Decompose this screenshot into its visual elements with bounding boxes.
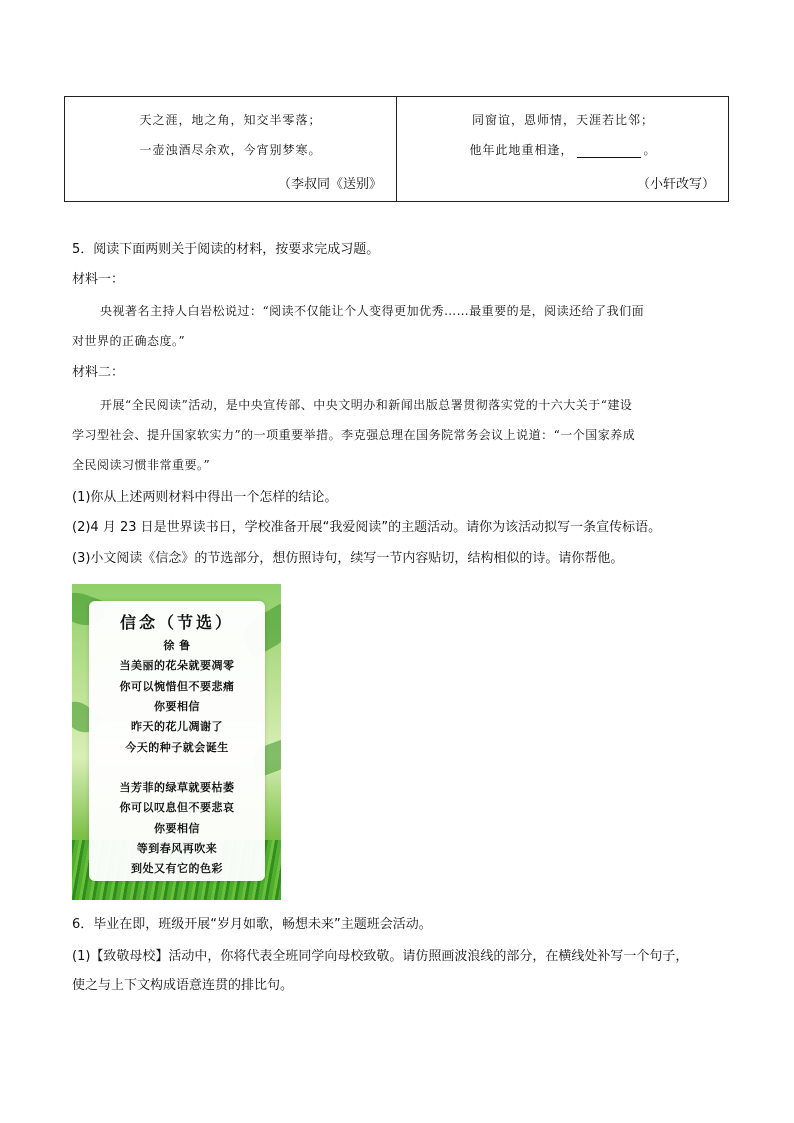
- songbie-source: （李叔同《送别》: [277, 177, 382, 192]
- q5-intro: 5．阅读下面两则关于阅读的材料，按要求完成习题。: [72, 242, 380, 257]
- q6-intro: 6．毕业在即，班级开展“岁月如歌，畅想未来”主题班会活动。: [72, 917, 432, 932]
- songbie-line-1: 天之涯，地之角，知交半零落；: [139, 113, 322, 127]
- poem-title: 信念（节选）: [119, 613, 234, 632]
- poem-card-image: [72, 584, 281, 900]
- poem-comparison-table: [64, 96, 729, 202]
- q5-sub-question-1: (1)你从上述两则材料中得出一个怎样的结论。: [72, 490, 338, 505]
- adapted-line-2: [397, 141, 729, 158]
- q5-material-2-line-1: 开展“全民阅读”活动，是中央宣传部、中央文明办和新闻出版总署贯彻落实党的十六大关于“建设: [100, 398, 633, 412]
- q5-material-1-label: 材料一：: [72, 272, 125, 287]
- poem-line: 你要相信: [154, 700, 200, 713]
- q6-sub-question-1-line-1: (1)【致敬母校】活动中，你将代表全班同学向母校致敬。请仿照画波浪线的部分，在横线处补写一个句子，: [72, 949, 689, 964]
- poem-line: 当美丽的花朵就要凋零: [119, 659, 235, 672]
- poem-line: 今天的种子就会诞生: [125, 741, 229, 754]
- adapted-line-2-text: 他年此地重相逢，: [469, 143, 574, 157]
- adapted-line-2-end: 。: [643, 143, 657, 157]
- q5-material-2-line-2: 学习型社会、提升国家软实力”的一项重要举措。李克强总理在国务院常务会议上说道：“一个国家养成: [72, 428, 636, 442]
- q5-sub-question-2: (2)4 月 23 日是世界读书日，学校准备开展“我爱阅读”的主题活动。请你为该活动拟写一条宣传标语。: [72, 520, 662, 535]
- poem-line: 昨天的花儿凋谢了: [131, 720, 223, 733]
- poem-cell-adapted: [397, 97, 729, 201]
- poem-author: 徐 鲁: [163, 639, 191, 652]
- q5-material-2-label: 材料二：: [72, 365, 125, 380]
- poem-line: 到处又有它的色彩: [131, 862, 223, 875]
- adapted-line-1: 同窗谊，恩师情，天涯若比邻；: [471, 113, 654, 127]
- poem-line: 等到春风再吹来: [136, 842, 218, 855]
- fill-in-blank[interactable]: [577, 145, 641, 158]
- q5-material-1-line-1: 央视著名主持人白岩松说过：“阅读不仅能让个人变得更加优秀……最重要的是，阅读还给了我们面: [100, 304, 645, 318]
- poem-line: 你可以惋惜但不要悲痛: [119, 680, 235, 693]
- poem-line: 当芳菲的绿草就要枯萎: [119, 781, 235, 794]
- songbie-line-2: 一壶浊酒尽余欢，今宵别梦寒。: [139, 143, 322, 157]
- q5-sub-question-3: (3)小文阅读《信念》的节选部分，想仿照诗句，续写一节内容贴切，结构相似的诗。请你帮他。: [72, 551, 624, 566]
- q6-sub-question-1-line-2: 使之与上下文构成语意连贯的排比句。: [72, 978, 294, 993]
- poem-card: [89, 601, 265, 881]
- poem-line: 你可以叹息但不要悲哀: [119, 801, 235, 814]
- poem-line: 你要相信: [154, 822, 200, 835]
- adapted-source: （小轩改写）: [636, 177, 715, 192]
- q5-material-1-line-2: 对世界的正确态度。”: [72, 334, 186, 348]
- poem-cell-songbie: [65, 97, 396, 201]
- q5-material-2-line-3: 全民阅读习惯非常重要。”: [72, 458, 211, 472]
